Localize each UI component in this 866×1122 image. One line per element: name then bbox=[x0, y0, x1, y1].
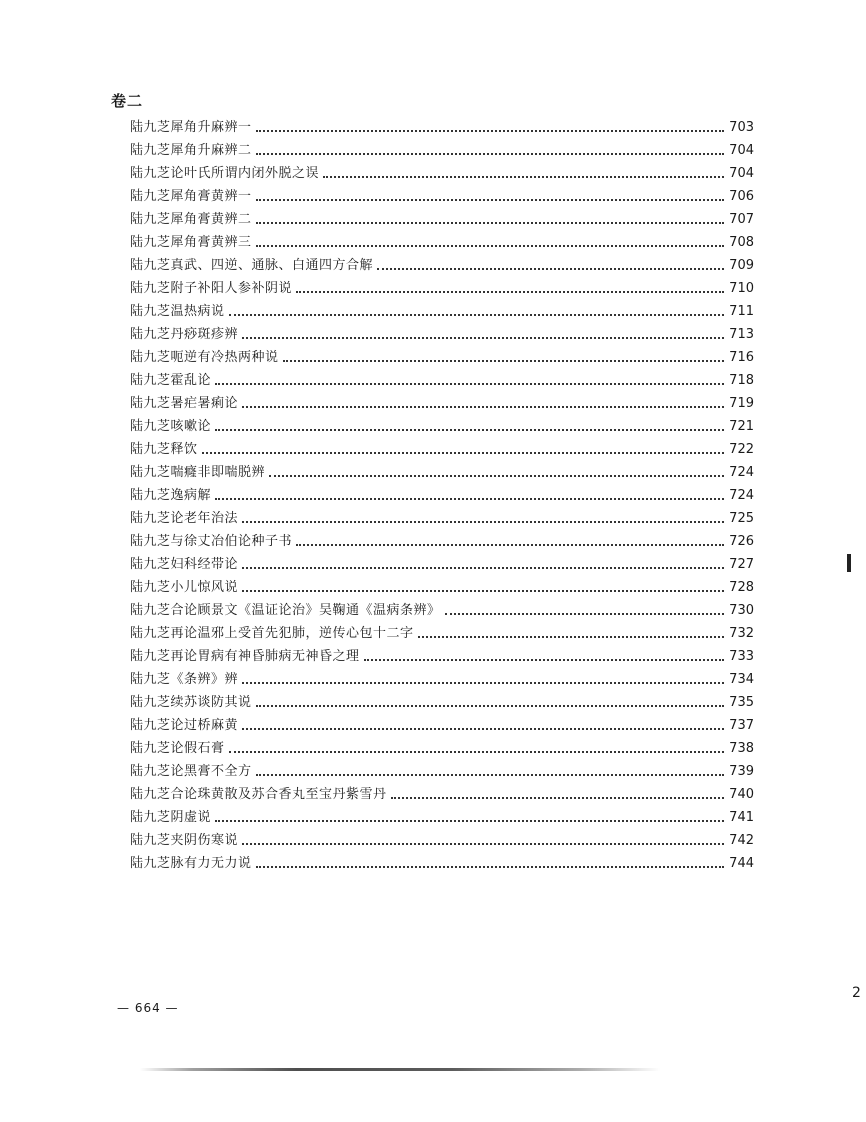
toc-entry-title: 陆九芝犀角升麻辨二 bbox=[130, 143, 252, 158]
toc-entry bbox=[130, 415, 754, 438]
toc-leader-dots bbox=[256, 130, 724, 132]
scan-mark bbox=[847, 554, 851, 572]
toc-entry bbox=[130, 162, 754, 185]
toc-leader-dots bbox=[377, 268, 724, 270]
toc-entry bbox=[130, 576, 754, 599]
toc-entry bbox=[130, 392, 754, 415]
toc-leader-dots bbox=[256, 153, 724, 155]
toc-leader-dots bbox=[256, 705, 724, 707]
toc-entry-page-number: 726 bbox=[729, 534, 754, 549]
toc-entry-title: 陆九芝犀角膏黄辨二 bbox=[130, 212, 252, 227]
toc-leader-dots bbox=[256, 866, 724, 868]
toc-entry-page-number: 716 bbox=[729, 350, 754, 365]
toc-leader-dots bbox=[256, 199, 724, 201]
toc-entry bbox=[130, 760, 754, 783]
toc-entry-page-number: 711 bbox=[729, 304, 754, 319]
toc-leader-dots bbox=[269, 475, 724, 477]
toc-entry-title: 陆九芝附子补阳人参补阴说 bbox=[130, 281, 293, 296]
toc-entry bbox=[130, 691, 754, 714]
toc-entry bbox=[130, 622, 754, 645]
toc-entry-title: 陆九芝论叶氏所谓内闭外脱之误 bbox=[130, 166, 320, 181]
edge-character: 2 bbox=[852, 985, 861, 1001]
toc-entry bbox=[130, 254, 754, 277]
toc-entry bbox=[130, 438, 754, 461]
toc-entry bbox=[130, 461, 754, 484]
toc-entry-title: 陆九芝阴虚说 bbox=[130, 810, 212, 825]
toc-leader-dots bbox=[256, 245, 724, 247]
toc-entry-title: 陆九芝小儿惊风说 bbox=[130, 580, 239, 595]
toc-leader-dots bbox=[242, 682, 724, 684]
toc-leader-dots bbox=[256, 774, 724, 776]
toc-entry-title: 陆九芝犀角膏黄辨三 bbox=[130, 235, 252, 250]
toc-entry bbox=[130, 323, 754, 346]
toc-entry-title: 陆九芝论黑膏不全方 bbox=[130, 764, 252, 779]
toc-entry bbox=[130, 783, 754, 806]
toc-leader-dots bbox=[202, 452, 724, 454]
page-number-footer: — 664 — bbox=[117, 1001, 179, 1015]
toc-entry-page-number: 740 bbox=[729, 787, 754, 802]
toc-entry-page-number: 707 bbox=[729, 212, 754, 227]
toc-entry-title: 陆九芝呃逆有冷热两种说 bbox=[130, 350, 279, 365]
toc-leader-dots bbox=[242, 590, 724, 592]
toc-entry-page-number: 724 bbox=[729, 465, 754, 480]
scan-streak bbox=[140, 1068, 660, 1071]
toc-leader-dots bbox=[229, 314, 724, 316]
toc-entry-title: 陆九芝论过桥麻黄 bbox=[130, 718, 239, 733]
toc-entry bbox=[130, 208, 754, 231]
toc-entry-page-number: 724 bbox=[729, 488, 754, 503]
toc-leader-dots bbox=[242, 728, 724, 730]
toc-entry-page-number: 722 bbox=[729, 442, 754, 457]
toc-entry-title: 陆九芝温热病说 bbox=[130, 304, 225, 319]
toc-entry-page-number: 733 bbox=[729, 649, 754, 664]
toc-entry-page-number: 719 bbox=[729, 396, 754, 411]
toc-entry-title: 陆九芝霍乱论 bbox=[130, 373, 212, 388]
toc-entry-page-number: 732 bbox=[729, 626, 754, 641]
toc-entry-title: 陆九芝论假石膏 bbox=[130, 741, 225, 756]
toc-entry-title: 陆九芝续苏谈防其说 bbox=[130, 695, 252, 710]
toc-entry bbox=[130, 714, 754, 737]
toc-entry-title: 陆九芝夹阴伤寒说 bbox=[130, 833, 239, 848]
toc-leader-dots bbox=[283, 360, 724, 362]
toc-entry bbox=[130, 668, 754, 691]
toc-entry-title: 陆九芝再论胃病有神昏肺病无神昏之理 bbox=[130, 649, 360, 664]
toc-entry-title: 陆九芝妇科经带论 bbox=[130, 557, 239, 572]
toc-entry bbox=[130, 346, 754, 369]
toc-entry bbox=[130, 185, 754, 208]
toc-leader-dots bbox=[296, 544, 724, 546]
toc-entry bbox=[130, 645, 754, 668]
toc-entry-title: 陆九芝《条辨》辨 bbox=[130, 672, 239, 687]
toc-leader-dots bbox=[296, 291, 724, 293]
toc-entry bbox=[130, 852, 754, 875]
toc-leader-dots bbox=[323, 176, 724, 178]
toc-entry-title: 陆九芝犀角膏黄辨一 bbox=[130, 189, 252, 204]
toc-entry-page-number: 725 bbox=[729, 511, 754, 526]
toc-entry bbox=[130, 530, 754, 553]
toc-entry-page-number: 718 bbox=[729, 373, 754, 388]
toc-entry-title: 陆九芝再论温邪上受首先犯肺，逆传心包十二字 bbox=[130, 626, 414, 641]
toc-entry-page-number: 708 bbox=[729, 235, 754, 250]
toc-entry-title: 陆九芝释饮 bbox=[130, 442, 198, 457]
toc-entry-page-number: 709 bbox=[729, 258, 754, 273]
toc-entry bbox=[130, 507, 754, 530]
toc-leader-dots bbox=[229, 751, 724, 753]
toc-leader-dots bbox=[242, 521, 724, 523]
toc-leader-dots bbox=[256, 222, 724, 224]
table-of-contents bbox=[130, 116, 754, 875]
toc-entry bbox=[130, 484, 754, 507]
toc-entry-title: 陆九芝真武、四逆、通脉、白通四方合解 bbox=[130, 258, 374, 273]
toc-leader-dots bbox=[215, 429, 724, 431]
section-heading: 卷二 bbox=[111, 92, 144, 110]
toc-leader-dots bbox=[418, 636, 724, 638]
toc-entry-page-number: 742 bbox=[729, 833, 754, 848]
toc-entry bbox=[130, 806, 754, 829]
toc-entry bbox=[130, 829, 754, 852]
toc-entry-page-number: 728 bbox=[729, 580, 754, 595]
toc-entry bbox=[130, 116, 754, 139]
toc-entry-title: 陆九芝咳嗽论 bbox=[130, 419, 212, 434]
toc-entry bbox=[130, 369, 754, 392]
toc-entry-page-number: 710 bbox=[729, 281, 754, 296]
toc-leader-dots bbox=[242, 337, 724, 339]
toc-entry-title: 陆九芝暑疟暑痢论 bbox=[130, 396, 239, 411]
toc-entry-page-number: 706 bbox=[729, 189, 754, 204]
toc-entry bbox=[130, 599, 754, 622]
toc-entry-title: 陆九芝合论顾景文《温证论治》吴鞠通《温病条辨》 bbox=[130, 603, 441, 618]
toc-entry-page-number: 703 bbox=[729, 120, 754, 135]
toc-entry bbox=[130, 231, 754, 254]
toc-entry-page-number: 727 bbox=[729, 557, 754, 572]
toc-entry-page-number: 734 bbox=[729, 672, 754, 687]
toc-leader-dots bbox=[242, 406, 724, 408]
toc-entry-page-number: 730 bbox=[729, 603, 754, 618]
toc-leader-dots bbox=[242, 567, 724, 569]
toc-entry-page-number: 739 bbox=[729, 764, 754, 779]
toc-entry-title: 陆九芝合论珠黄散及苏合香丸至宝丹紫雪丹 bbox=[130, 787, 387, 802]
toc-entry-title: 陆九芝丹痧斑疹辨 bbox=[130, 327, 239, 342]
toc-leader-dots bbox=[391, 797, 724, 799]
toc-leader-dots bbox=[242, 843, 724, 845]
toc-leader-dots bbox=[215, 498, 724, 500]
toc-entry-page-number: 704 bbox=[729, 166, 754, 181]
toc-entry bbox=[130, 553, 754, 576]
toc-entry-title: 陆九芝逸病解 bbox=[130, 488, 212, 503]
toc-entry bbox=[130, 300, 754, 323]
toc-entry-title: 陆九芝脉有力无力说 bbox=[130, 856, 252, 871]
toc-entry bbox=[130, 277, 754, 300]
toc-entry-page-number: 737 bbox=[729, 718, 754, 733]
toc-entry-page-number: 741 bbox=[729, 810, 754, 825]
toc-entry-title: 陆九芝犀角升麻辨一 bbox=[130, 120, 252, 135]
toc-leader-dots bbox=[364, 659, 724, 661]
toc-entry-page-number: 738 bbox=[729, 741, 754, 756]
toc-entry-title: 陆九芝喘癃非即喘脱辨 bbox=[130, 465, 266, 480]
toc-leader-dots bbox=[445, 613, 724, 615]
toc-entry bbox=[130, 737, 754, 760]
toc-entry bbox=[130, 139, 754, 162]
toc-entry-page-number: 704 bbox=[729, 143, 754, 158]
toc-leader-dots bbox=[215, 383, 724, 385]
toc-entry-page-number: 713 bbox=[729, 327, 754, 342]
toc-leader-dots bbox=[215, 820, 724, 822]
toc-entry-page-number: 735 bbox=[729, 695, 754, 710]
toc-entry-page-number: 744 bbox=[729, 856, 754, 871]
toc-entry-title: 陆九芝与徐丈冶伯论种子书 bbox=[130, 534, 293, 549]
toc-entry-title: 陆九芝论老年治法 bbox=[130, 511, 239, 526]
toc-entry-page-number: 721 bbox=[729, 419, 754, 434]
